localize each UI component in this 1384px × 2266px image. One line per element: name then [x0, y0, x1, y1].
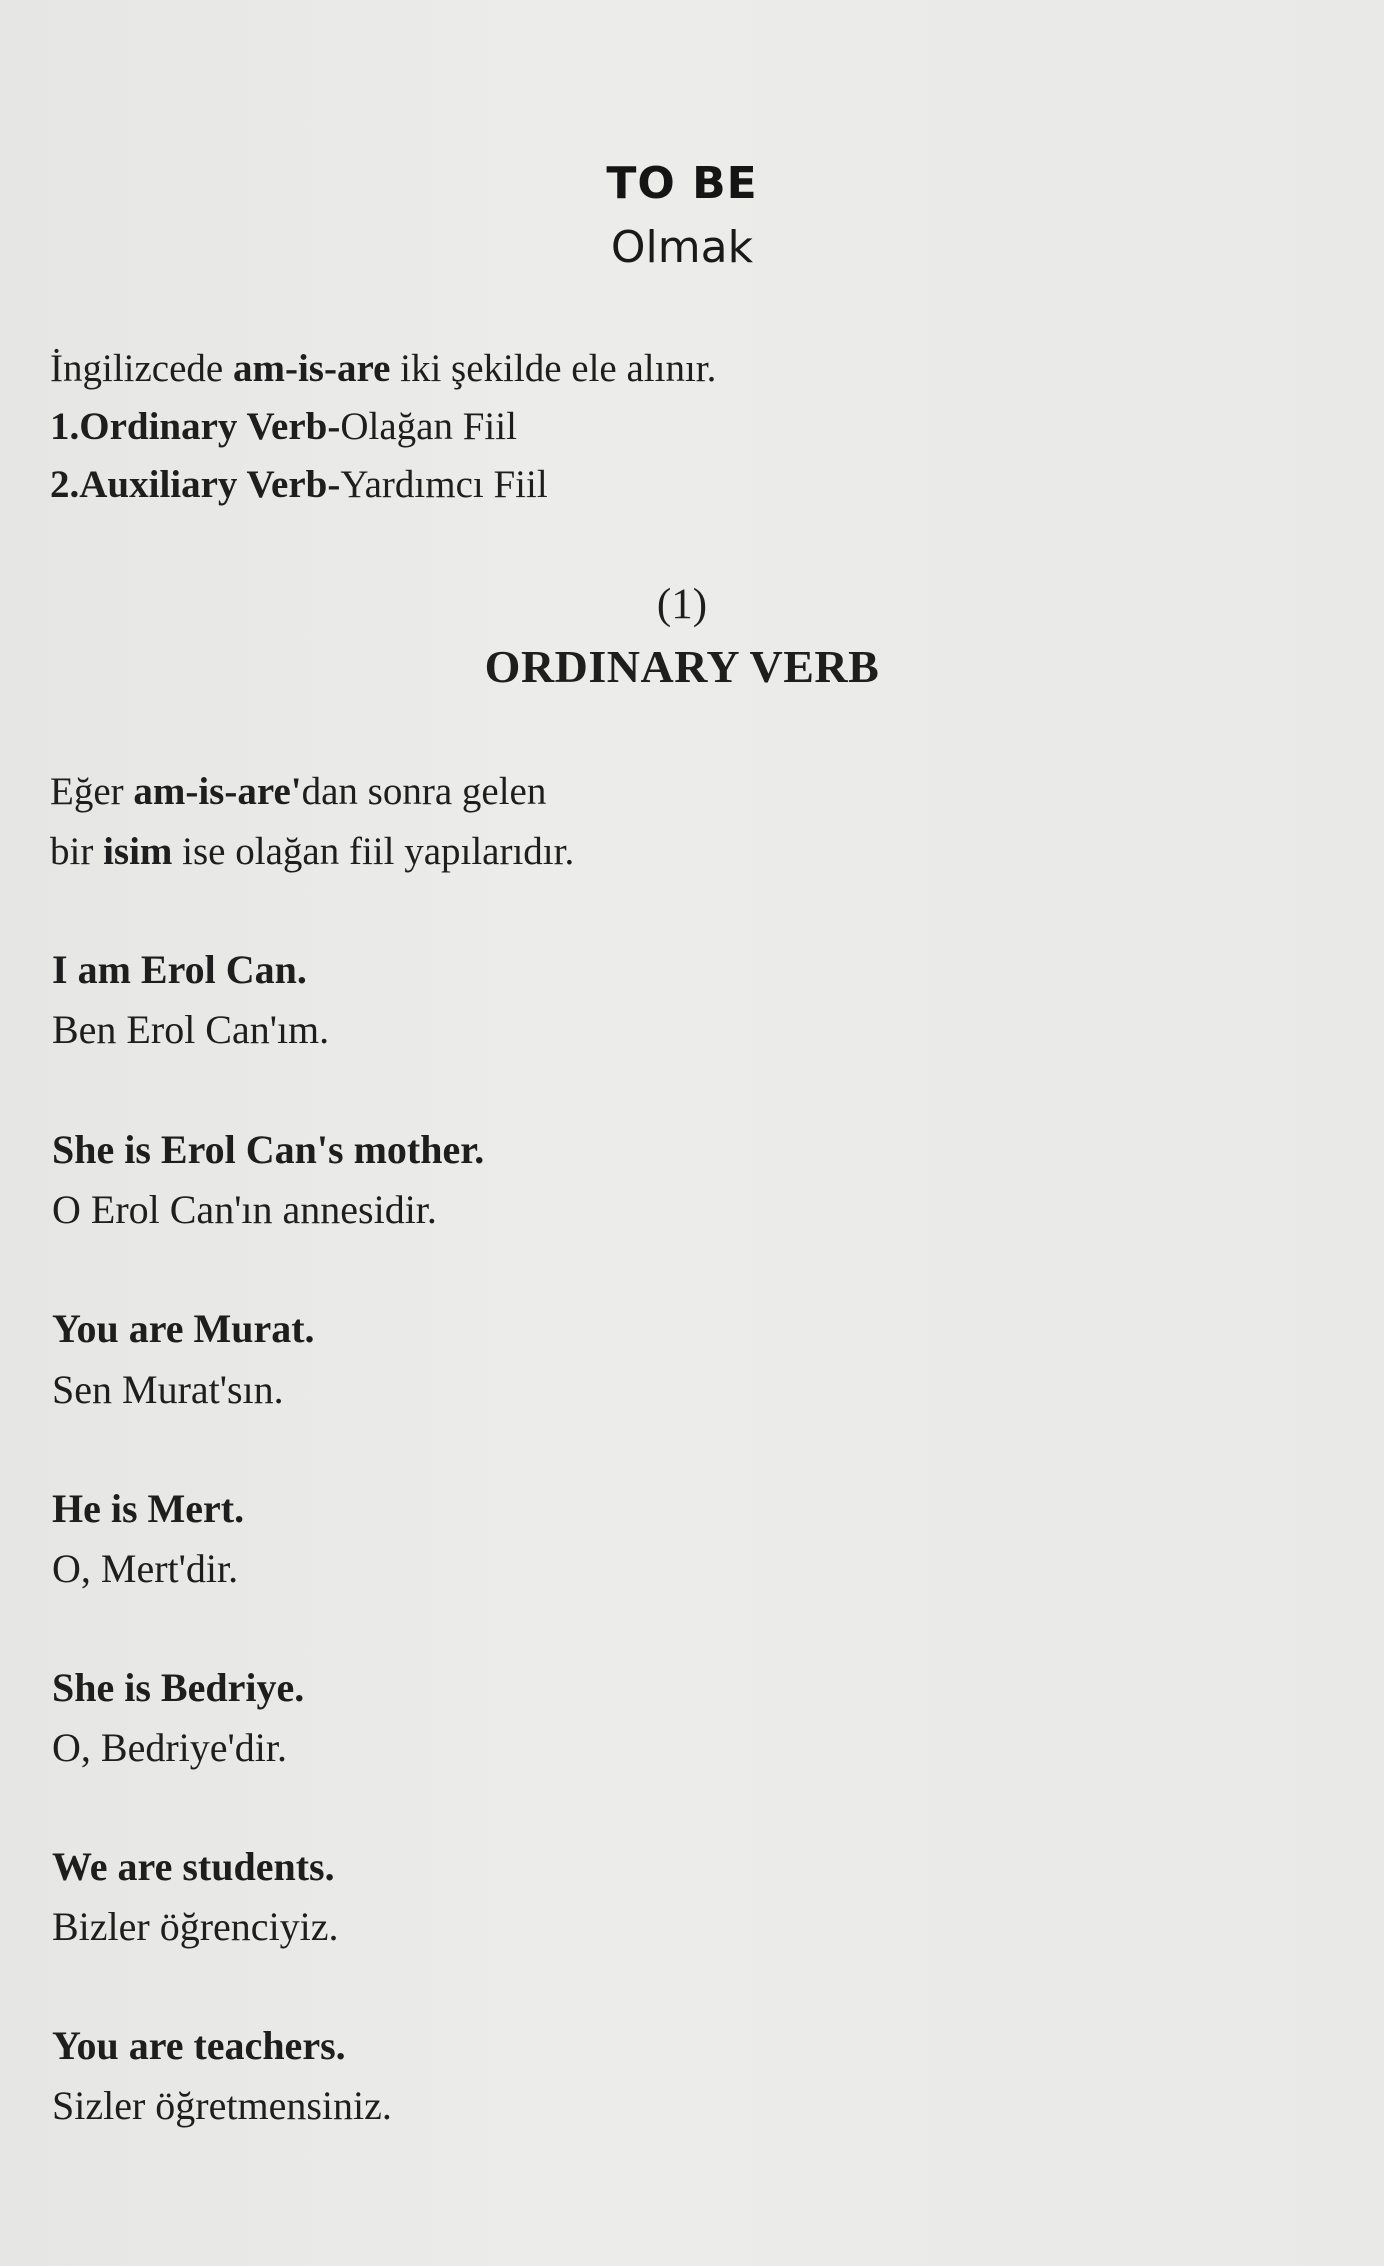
- desc2-keyword: isim: [103, 830, 173, 873]
- list-item-ordinary-translation: Olağan Fiil: [340, 405, 517, 448]
- section-title: ORDINARY VERB: [484, 641, 880, 692]
- example-english: She is Bedriye.: [52, 1665, 305, 1710]
- example-turkish: Bizler öğrenciyiz.: [52, 1904, 339, 1949]
- example-english: He is Mert.: [52, 1486, 245, 1531]
- intro-text-end: iki şekilde ele alınır.: [390, 347, 717, 390]
- example-english: I am Erol Can.: [52, 947, 307, 992]
- section-description-line-2: [50, 828, 574, 876]
- example-turkish: Sizler öğretmensiniz.: [52, 2083, 392, 2128]
- desc-keyword: am-is-are': [133, 770, 302, 813]
- section-number: (1): [656, 581, 708, 628]
- page-subtitle: Olmak: [610, 222, 754, 273]
- list-item-auxiliary-label: 2.Auxiliary Verb-: [50, 463, 341, 506]
- desc2-text-start: bir: [50, 830, 104, 873]
- list-item-auxiliary-translation: Yardımcı Fiil: [340, 463, 548, 506]
- example-turkish: O, Bedriye'dir.: [52, 1725, 287, 1770]
- example-turkish: Sen Murat'sın.: [52, 1367, 284, 1412]
- page-title: TO BE: [606, 158, 758, 209]
- section-description-line-1: [50, 768, 546, 816]
- desc-text-end: dan sonra gelen: [301, 770, 547, 813]
- list-item-ordinary: [50, 403, 517, 451]
- desc2-text-end: ise olağan fiil yapılarıdır.: [172, 830, 575, 873]
- intro-keyword: am-is-are: [232, 347, 391, 390]
- list-item-auxiliary: [50, 461, 548, 509]
- example-english: She is Erol Can's mother.: [52, 1127, 485, 1172]
- example-english: You are teachers.: [52, 2023, 346, 2068]
- example-turkish: Ben Erol Can'ım.: [52, 1007, 330, 1052]
- intro-text-start: İngilizcede: [50, 347, 233, 390]
- list-item-ordinary-label: 1.Ordinary Verb-: [50, 405, 341, 448]
- example-turkish: O, Mert'dir.: [52, 1546, 239, 1591]
- example-turkish: O Erol Can'ın annesidir.: [52, 1187, 437, 1232]
- example-english: You are Murat.: [52, 1306, 315, 1351]
- desc-text-start: Eğer: [50, 770, 134, 813]
- intro-line: [50, 345, 716, 393]
- example-english: We are students.: [52, 1844, 335, 1889]
